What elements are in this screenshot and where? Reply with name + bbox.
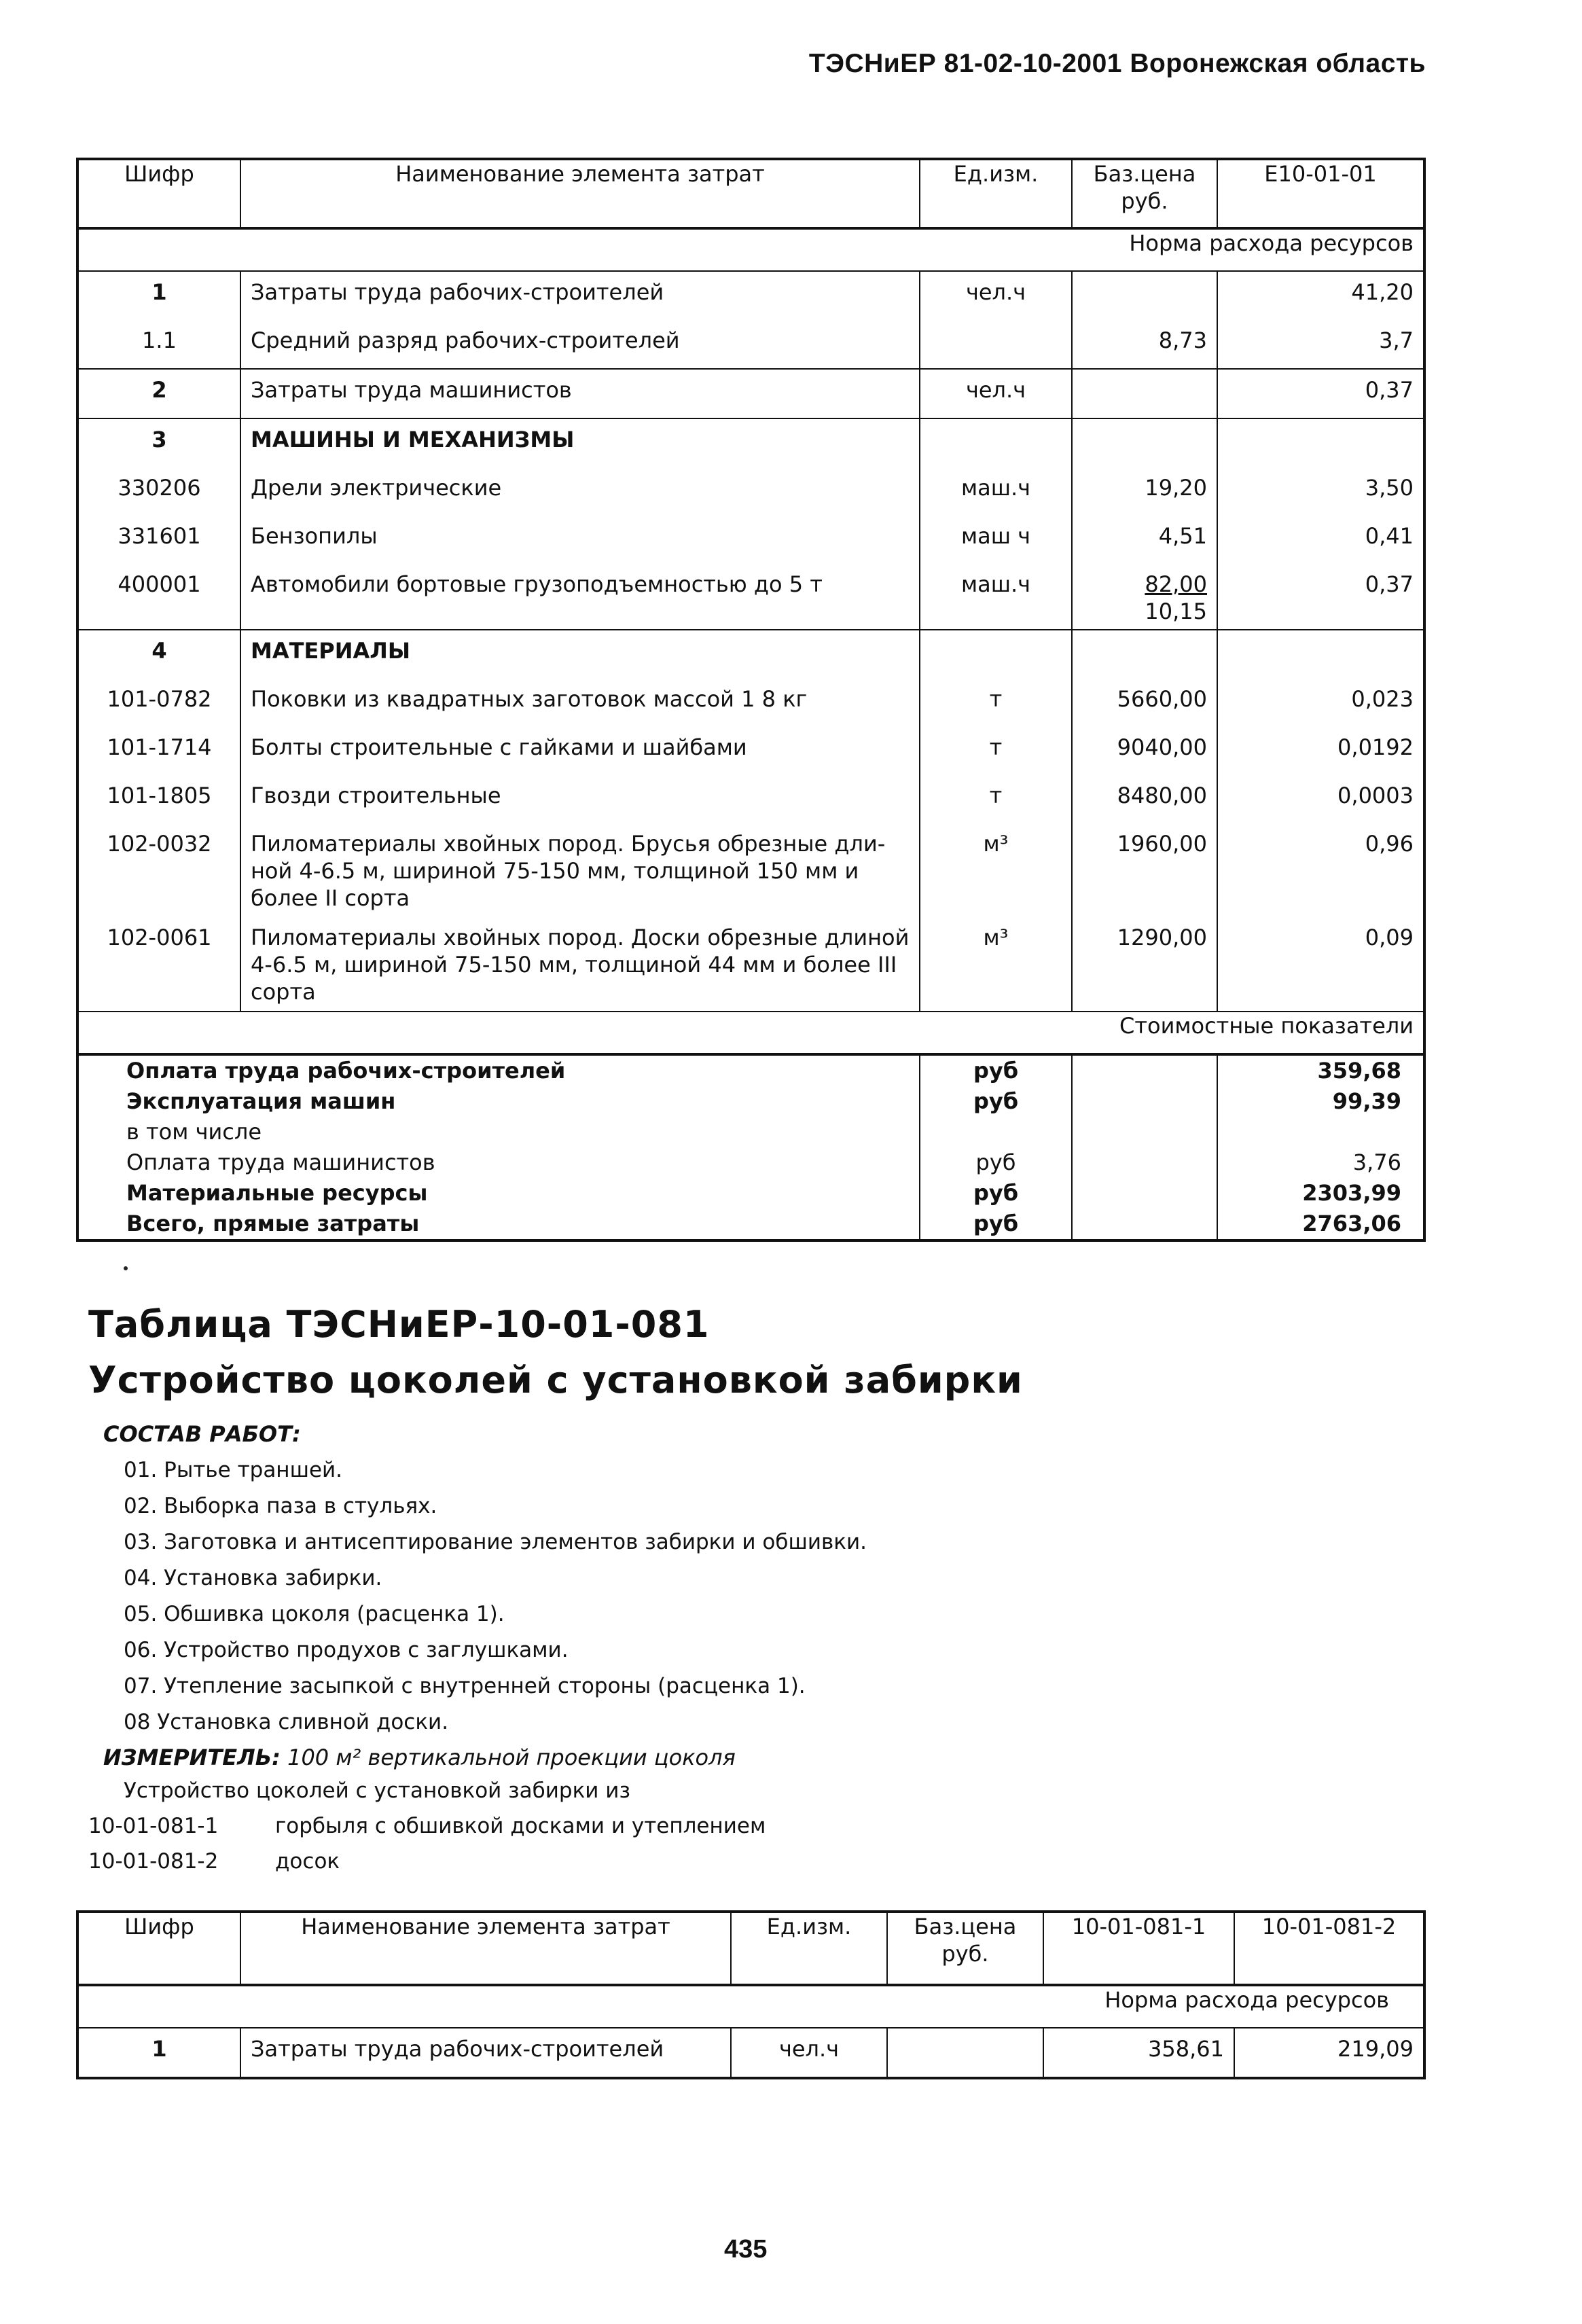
variant-code: 10-01-081-1	[88, 1814, 219, 1838]
row-value: 0,0192	[1337, 734, 1414, 760]
table-row	[77, 727, 1424, 775]
summary-value: 359,68	[1317, 1058, 1401, 1084]
row-unit: т	[920, 775, 1072, 823]
row-price: 4,51	[1072, 516, 1217, 564]
row-name: Затраты труда рабочих-строителей	[240, 2028, 731, 2078]
summary-row	[77, 1054, 1424, 1086]
row-code: 400001	[118, 571, 201, 597]
row-name: Поковки из квадратных заготовок массой 1 8 кг	[240, 679, 920, 727]
row-code: 2	[77, 369, 240, 418]
summary-price	[1072, 1054, 1217, 1086]
summary-name: Всего, прямые затраты	[126, 1211, 420, 1236]
row-price-base: 82,00	[1145, 571, 1207, 597]
col-header-value: Е10-01-01	[1217, 159, 1424, 228]
table-row	[77, 467, 1424, 516]
section-row-materials	[77, 630, 1424, 679]
summary-value	[1217, 1117, 1424, 1147]
variant-item	[88, 1849, 340, 1874]
row-name: Дрели электрические	[240, 467, 920, 516]
table-row	[77, 679, 1424, 727]
row-value: 0,96	[1365, 831, 1414, 857]
row-unit: чел.ч	[731, 2028, 887, 2078]
meter-line	[103, 1745, 736, 1770]
row-price	[887, 2028, 1043, 2078]
row-value: 0,023	[1351, 686, 1414, 712]
row-code: 330206	[118, 475, 201, 501]
summary-unit: руб	[920, 1209, 1072, 1240]
row-name: Пиломатериалы хвойных пород. Доски обрезные длиной 4-6.5 м, шириной 75-150 мм, толщиной 44 мм и более III сорта	[240, 917, 920, 1012]
summary-row	[77, 1117, 1424, 1147]
row-value: 3,50	[1365, 475, 1414, 501]
row-code: 101-1805	[107, 783, 212, 808]
col-header-unit: Ед.изм.	[920, 159, 1072, 228]
summary-name: Эксплуатация машин	[126, 1088, 396, 1114]
stray-dot	[124, 1266, 128, 1270]
row-price	[1072, 630, 1217, 679]
section-row-machines	[77, 418, 1424, 467]
table-row	[77, 516, 1424, 564]
col-header-price: Баз.цена руб.	[1072, 159, 1217, 228]
row-code: 102-0032	[107, 831, 212, 857]
row-price	[1072, 369, 1217, 418]
summary-unit: руб	[920, 1147, 1072, 1178]
work-list	[124, 1452, 867, 1740]
col-header-value-1: 10-01-081-1	[1043, 1912, 1234, 1985]
col-header-name: Наименование элемента затрат	[240, 1912, 731, 1985]
row-name: МАТЕРИАЛЫ	[240, 630, 920, 679]
row-value	[1217, 418, 1424, 467]
row-value: 0,41	[1365, 523, 1414, 549]
table-header-row	[77, 159, 1424, 228]
col-header-value-2: 10-01-081-2	[1234, 1912, 1424, 1985]
summary-unit: руб	[920, 1178, 1072, 1209]
table-row	[77, 917, 1424, 1012]
table-subtitle: Устройство цоколей с установкой забирки	[88, 1359, 1023, 1401]
list-item: 02. Выборка паза в стульях.	[124, 1494, 437, 1518]
page-header: ТЭСНиЕР 81-02-10-2001 Воронежская область	[808, 49, 1426, 78]
variant-desc: горбыля с обшивкой досками и утеплением	[275, 1814, 766, 1838]
row-price-secondary: 10,15	[1145, 598, 1207, 624]
variants-intro: Устройство цоколей с установкой забирки из	[124, 1778, 630, 1803]
row-unit: м³	[920, 917, 1072, 1012]
row-value-2: 219,09	[1337, 2036, 1414, 2062]
table-row	[77, 564, 1424, 630]
row-name: МАШИНЫ И МЕХАНИЗМЫ	[240, 418, 920, 467]
row-name: Гвозди строительные	[240, 775, 920, 823]
row-price: 9040,00	[1072, 727, 1217, 775]
row-unit	[920, 320, 1072, 369]
summary-name: Материальные ресурсы	[126, 1180, 428, 1206]
row-name: Автомобили бортовые грузоподъемностью до 5 т	[240, 564, 920, 630]
row-value: 0,0003	[1337, 783, 1414, 808]
row-name: Средний разряд рабочих-строителей	[240, 320, 920, 369]
summary-row-total	[77, 1209, 1424, 1240]
row-name: Болты строительные с гайками и шайбами	[240, 727, 920, 775]
composition-label: СОСТАВ РАБОТ:	[103, 1421, 301, 1447]
row-name: Пиломатериалы хвойных пород. Брусья обрезные дли-ной 4-6.5 м, шириной 75-150 мм, толщиной 150 мм и более II сорта	[240, 823, 920, 917]
list-item: 01. Рытье траншей.	[124, 1458, 343, 1482]
row-name: Бензопилы	[240, 516, 920, 564]
summary-price	[1072, 1147, 1217, 1178]
summary-name: Оплата труда машинистов	[126, 1149, 435, 1175]
table-row	[77, 823, 1424, 917]
row-name: Затраты труда рабочих-строителей	[240, 271, 920, 320]
row-code: 1	[151, 2036, 167, 2062]
row-unit: чел.ч	[920, 271, 1072, 320]
row-code: 331601	[118, 523, 201, 549]
page-number: 435	[724, 2235, 768, 2264]
row-value: 41,20	[1351, 279, 1414, 305]
row-value-1: 358,61	[1043, 2028, 1234, 2078]
row-price	[1072, 418, 1217, 467]
summary-price	[1072, 1117, 1217, 1147]
resource-table-10-01-081	[76, 1910, 1426, 2079]
row-code: 101-1714	[107, 734, 212, 760]
summary-unit	[920, 1117, 1072, 1147]
row-unit: маш.ч	[920, 564, 1072, 630]
row-code: 101-0782	[107, 686, 212, 712]
summary-value: 2763,06	[1302, 1211, 1401, 1236]
col-header-name: Наименование элемента затрат	[240, 159, 920, 228]
variant-item	[88, 1814, 766, 1838]
summary-row	[77, 1147, 1424, 1178]
table-header-row	[77, 1912, 1424, 1985]
row-unit: т	[920, 727, 1072, 775]
row-price	[1072, 564, 1217, 630]
variant-desc: досок	[275, 1849, 340, 1874]
row-unit: м³	[920, 823, 1072, 917]
row-value	[1217, 630, 1424, 679]
row-value: 0,37	[1365, 571, 1414, 597]
list-item: 06. Устройство продухов с заглушками.	[124, 1638, 569, 1662]
summary-row	[77, 1178, 1424, 1209]
variant-code: 10-01-081-2	[88, 1849, 219, 1874]
row-value: 0,09	[1365, 925, 1414, 950]
row-name: Затраты труда машинистов	[240, 369, 920, 418]
row-price: 1290,00	[1072, 917, 1217, 1012]
summary-name: в том числе	[126, 1119, 262, 1145]
summary-name: Оплата труда рабочих-строителей	[126, 1058, 566, 1084]
row-price: 5660,00	[1072, 679, 1217, 727]
row-value: 0,37	[1217, 369, 1424, 418]
meter-value: 100 м² вертикальной проекции цоколя	[287, 1745, 736, 1770]
norm-label: Норма расхода ресурсов	[77, 228, 1424, 271]
table-row	[77, 2028, 1424, 2078]
list-item: 05. Обшивка цоколя (расценка 1).	[124, 1602, 505, 1626]
resource-table-e10-01-01	[76, 158, 1426, 1242]
col-header-code: Шифр	[77, 159, 240, 228]
summary-price	[1072, 1178, 1217, 1209]
col-header-unit: Ед.изм.	[731, 1912, 887, 1985]
row-price	[1072, 271, 1217, 320]
col-header-price: Баз.цена руб.	[887, 1912, 1043, 1985]
row-code: 1.1	[142, 327, 177, 353]
cost-indicators-label: Стоимостные показатели	[77, 1012, 1424, 1054]
norm-label: Норма расхода ресурсов	[77, 1985, 1424, 2028]
row-code: 4	[77, 630, 240, 679]
row-unit: маш ч	[920, 516, 1072, 564]
summary-unit: руб	[920, 1054, 1072, 1086]
row-price: 19,20	[1072, 467, 1217, 516]
list-item: 04. Установка забирки.	[124, 1566, 382, 1590]
list-item: 08 Установка сливной доски.	[124, 1710, 449, 1734]
list-item: 07. Утепление засыпкой с внутренней стороны (расценка 1).	[124, 1674, 806, 1698]
summary-row	[77, 1086, 1424, 1117]
table-row	[77, 775, 1424, 823]
row-price: 8480,00	[1072, 775, 1217, 823]
meter-label: ИЗМЕРИТЕЛЬ:	[103, 1745, 281, 1770]
row-code: 3	[77, 418, 240, 467]
row-price: 8,73	[1072, 320, 1217, 369]
row-code: 1	[151, 279, 167, 305]
row-unit	[920, 418, 1072, 467]
row-unit: т	[920, 679, 1072, 727]
row-price: 1960,00	[1072, 823, 1217, 917]
row-value: 3,7	[1379, 327, 1414, 353]
table-row	[77, 271, 1424, 320]
summary-value: 99,39	[1332, 1088, 1401, 1114]
table-row	[77, 369, 1424, 418]
row-unit	[920, 630, 1072, 679]
row-code: 102-0061	[107, 925, 212, 950]
table-row	[77, 320, 1424, 369]
list-item: 03. Заготовка и антисептирование элементов забирки и обшивки.	[124, 1530, 867, 1554]
summary-unit: руб	[920, 1086, 1072, 1117]
summary-price	[1072, 1086, 1217, 1117]
row-unit: маш.ч	[920, 467, 1072, 516]
summary-price	[1072, 1209, 1217, 1240]
col-header-code: Шифр	[77, 1912, 240, 1985]
summary-value: 2303,99	[1302, 1180, 1401, 1206]
summary-value: 3,76	[1352, 1149, 1401, 1175]
table-title: Таблица ТЭСНиЕР-10-01-081	[88, 1303, 710, 1346]
row-unit: чел.ч	[920, 369, 1072, 418]
